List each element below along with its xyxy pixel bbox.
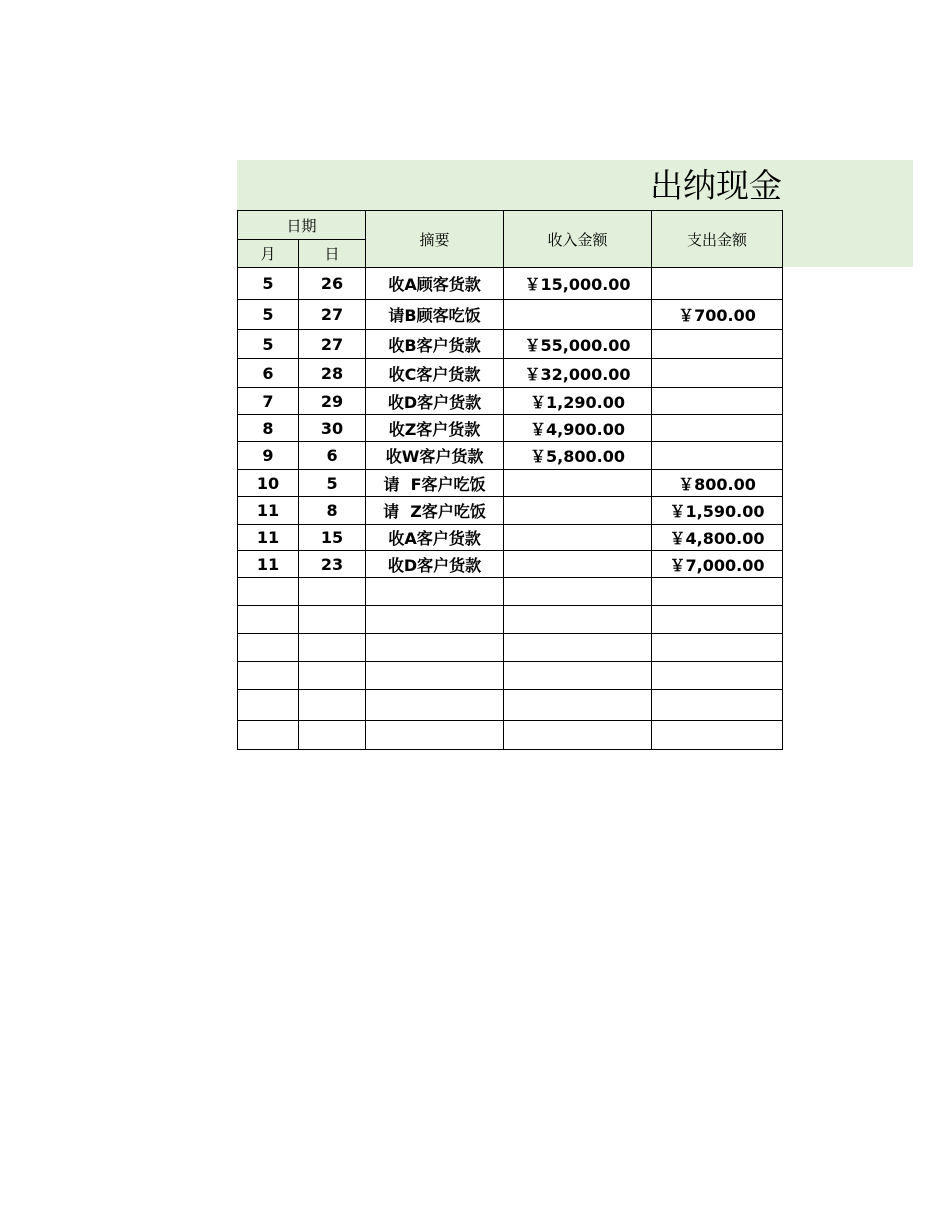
cell-month[interactable] — [238, 634, 299, 662]
cell-day[interactable]: 27 — [299, 330, 366, 359]
cell-expense[interactable] — [652, 268, 783, 300]
cell-income[interactable]: ￥55,000.00 — [504, 330, 652, 359]
sheet-title: 出纳现金 — [650, 166, 782, 205]
cell-expense[interactable]: ￥1,590.00 — [652, 497, 783, 525]
cell-month[interactable]: 5 — [238, 268, 299, 300]
cell-expense[interactable] — [652, 662, 783, 690]
table-row — [238, 388, 783, 415]
cell-summary[interactable]: 请B顾客吃饭 — [366, 300, 504, 330]
table-row — [238, 470, 783, 497]
cell-day[interactable]: 26 — [299, 268, 366, 300]
cell-summary[interactable]: 收Z客户货款 — [366, 415, 504, 442]
cell-income[interactable]: ￥1,290.00 — [504, 388, 652, 415]
cell-month[interactable] — [238, 690, 299, 721]
cell-month[interactable]: 7 — [238, 388, 299, 415]
cell-expense[interactable] — [652, 690, 783, 721]
cell-income[interactable]: ￥4,900.00 — [504, 415, 652, 442]
cell-day[interactable] — [299, 606, 366, 634]
cell-day[interactable]: 8 — [299, 497, 366, 525]
cell-summary[interactable] — [366, 578, 504, 606]
cell-summary[interactable]: 收W客户货款 — [366, 442, 504, 470]
cell-summary[interactable]: 收A顾客货款 — [366, 268, 504, 300]
cell-month[interactable] — [238, 606, 299, 634]
cell-income[interactable] — [504, 662, 652, 690]
table-row — [238, 578, 783, 606]
cell-income[interactable] — [504, 525, 652, 551]
cell-income[interactable]: ￥15,000.00 — [504, 268, 652, 300]
cell-expense[interactable] — [652, 359, 783, 388]
table-row — [238, 721, 783, 750]
cell-expense[interactable] — [652, 578, 783, 606]
cell-month[interactable]: 6 — [238, 359, 299, 388]
cell-summary[interactable]: 收A客户货款 — [366, 525, 504, 551]
cell-summary[interactable]: 收D客户货款 — [366, 551, 504, 578]
table-row — [238, 330, 783, 359]
cell-day[interactable] — [299, 690, 366, 721]
cell-day[interactable]: 5 — [299, 470, 366, 497]
cell-income[interactable] — [504, 606, 652, 634]
cell-expense[interactable]: ￥800.00 — [652, 470, 783, 497]
cell-day[interactable] — [299, 721, 366, 750]
header-income[interactable]: 收入金额 — [504, 211, 652, 268]
cell-summary[interactable] — [366, 662, 504, 690]
cell-income[interactable] — [504, 721, 652, 750]
cell-expense[interactable] — [652, 721, 783, 750]
cell-month[interactable] — [238, 578, 299, 606]
table-row — [238, 690, 783, 721]
cell-month[interactable]: 8 — [238, 415, 299, 442]
cell-day[interactable] — [299, 578, 366, 606]
table-row — [238, 300, 783, 330]
cell-expense[interactable] — [652, 442, 783, 470]
table-row — [238, 634, 783, 662]
cell-summary[interactable]: 收D客户货款 — [366, 388, 504, 415]
table-row — [238, 662, 783, 690]
table-row — [238, 497, 783, 525]
cell-month[interactable]: 5 — [238, 330, 299, 359]
cell-day[interactable] — [299, 634, 366, 662]
cell-day[interactable]: 27 — [299, 300, 366, 330]
table-row — [238, 551, 783, 578]
cell-expense[interactable]: ￥7,000.00 — [652, 551, 783, 578]
table-row — [238, 525, 783, 551]
cell-summary[interactable]: 收B客户货款 — [366, 330, 504, 359]
cell-income[interactable] — [504, 497, 652, 525]
cell-income[interactable] — [504, 578, 652, 606]
cell-income[interactable] — [504, 690, 652, 721]
cell-month[interactable]: 5 — [238, 300, 299, 330]
cell-day[interactable]: 30 — [299, 415, 366, 442]
cell-day[interactable]: 6 — [299, 442, 366, 470]
header-day[interactable]: 日 — [299, 240, 366, 268]
cell-month[interactable]: 11 — [238, 551, 299, 578]
cell-month[interactable] — [238, 721, 299, 750]
cell-income[interactable] — [504, 634, 652, 662]
cell-summary[interactable] — [366, 634, 504, 662]
header-month[interactable]: 月 — [238, 240, 299, 268]
header-summary[interactable]: 摘要 — [366, 211, 504, 268]
cell-income[interactable] — [504, 551, 652, 578]
cell-summary[interactable]: 请 F客户吃饭 — [366, 470, 504, 497]
cell-day[interactable]: 23 — [299, 551, 366, 578]
table-row — [238, 606, 783, 634]
cell-month[interactable]: 9 — [238, 442, 299, 470]
cell-expense[interactable]: ￥700.00 — [652, 300, 783, 330]
cell-expense[interactable]: ￥4,800.00 — [652, 525, 783, 551]
cell-summary[interactable]: 收C客户货款 — [366, 359, 504, 388]
cell-month[interactable]: 11 — [238, 497, 299, 525]
cell-income[interactable] — [504, 300, 652, 330]
cell-day[interactable]: 15 — [299, 525, 366, 551]
cell-expense[interactable] — [652, 415, 783, 442]
cell-day[interactable]: 29 — [299, 388, 366, 415]
cell-summary[interactable]: 请 Z客户吃饭 — [366, 497, 504, 525]
cell-expense[interactable] — [652, 330, 783, 359]
cell-summary[interactable] — [366, 721, 504, 750]
cell-income[interactable] — [504, 470, 652, 497]
cell-income[interactable]: ￥32,000.00 — [504, 359, 652, 388]
table-row — [238, 415, 783, 442]
table-row — [238, 268, 783, 300]
table-row — [238, 442, 783, 470]
cell-income[interactable]: ￥5,800.00 — [504, 442, 652, 470]
cell-expense[interactable] — [652, 634, 783, 662]
cell-expense[interactable] — [652, 606, 783, 634]
cell-day[interactable] — [299, 662, 366, 690]
cell-summary[interactable] — [366, 606, 504, 634]
cell-day[interactable]: 28 — [299, 359, 366, 388]
cell-month[interactable] — [238, 662, 299, 690]
cell-summary[interactable] — [366, 690, 504, 721]
header-date[interactable]: 日期 — [238, 211, 366, 240]
cell-expense[interactable] — [652, 388, 783, 415]
cell-month[interactable]: 10 — [238, 470, 299, 497]
table-row — [238, 359, 783, 388]
cell-month[interactable]: 11 — [238, 525, 299, 551]
cash-ledger-table — [237, 210, 783, 750]
header-expense[interactable]: 支出金额 — [652, 211, 783, 268]
